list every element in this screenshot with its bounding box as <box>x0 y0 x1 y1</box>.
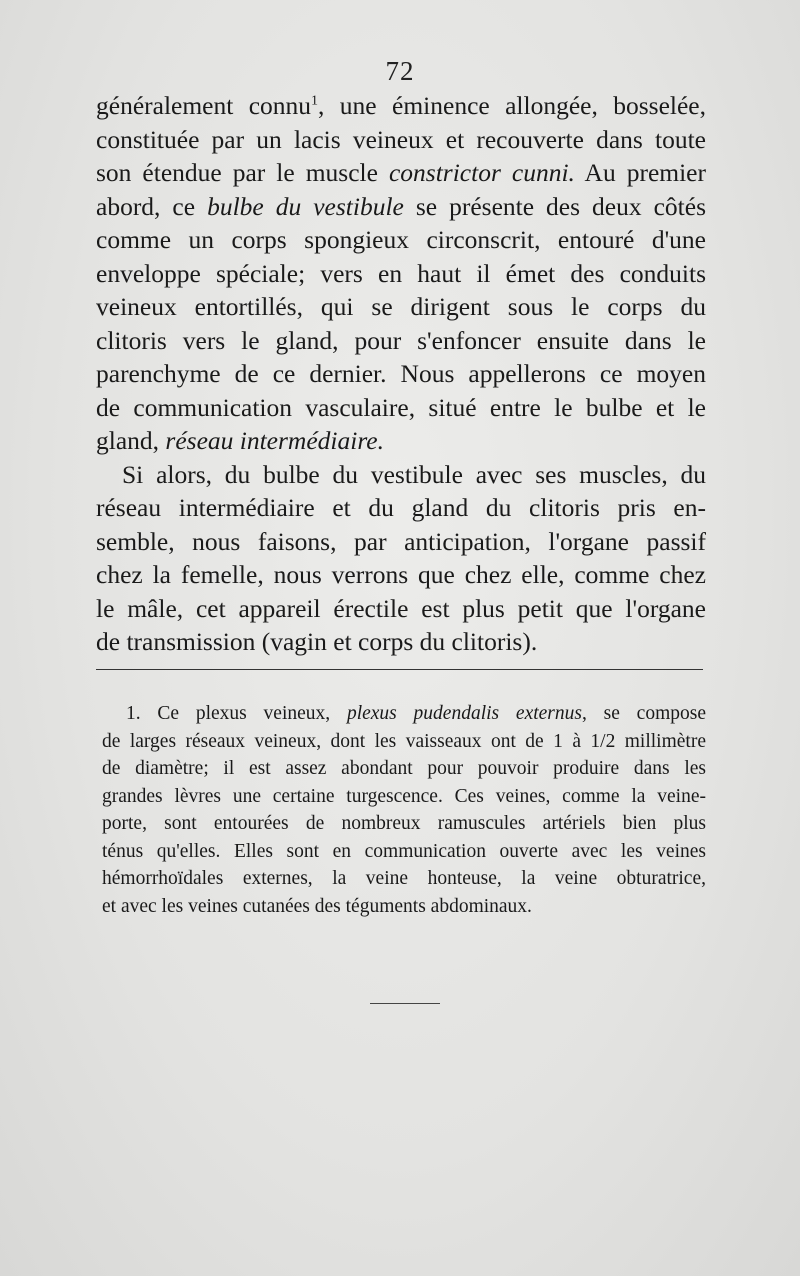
footnote-line <box>102 810 706 838</box>
text-run: se présente des deux côtés <box>403 191 706 221</box>
text-run: porte, sont entourées de nombreux ramuscules artériels bien plus <box>102 813 706 834</box>
text-run: grandes lèvres une certaine turgescence. Ces veines, comme la veine- <box>102 785 706 807</box>
text-run: clitoris vers le gland, pour s'enfoncer ensuite dans le <box>96 325 706 355</box>
text-run: chez la femelle, nous verrons que chez elle, comme chez <box>96 560 706 589</box>
body-line <box>96 290 706 324</box>
footnote-marker: 1 <box>311 93 319 109</box>
text-run: parenchyme de ce dernier. Nous appellerons ce moyen <box>96 359 706 388</box>
footnote-line <box>102 700 706 728</box>
footnote <box>102 700 706 920</box>
text-run: son étendue par le muscle <box>96 158 389 187</box>
text-run: comme un corps spongieux circonscrit, entouré d'une <box>96 225 706 254</box>
body-line <box>96 592 706 626</box>
text-run: ténus qu'elles. Elles sont en communication ouverte avec les veines <box>102 840 706 862</box>
text-run: de diamètre; il est assez abondant pour pouvoir produire dans les <box>102 758 706 779</box>
text-run: de larges réseaux veineux, dont les vaisseaux ont de 1 à 1/2 millimètre <box>102 730 706 752</box>
footnote-line <box>102 838 706 866</box>
body-line <box>96 625 706 659</box>
text-run: 1. Ce plexus veineux, <box>126 703 347 724</box>
text-run: de communication vasculaire, situé entre le bulbe et le <box>96 392 706 422</box>
body-line <box>96 525 706 559</box>
footnote-line <box>102 783 706 811</box>
footnote-line <box>102 893 706 921</box>
body-line <box>96 458 706 492</box>
body-line <box>96 391 706 425</box>
body-line <box>96 324 706 358</box>
text-run: de transmission (vagin et corps du clitoris). <box>96 627 538 656</box>
body-line <box>96 156 706 190</box>
footnote-line <box>102 755 706 783</box>
text-run: , se compose <box>581 703 706 724</box>
text-run: le mâle, cet appareil érectile est plus petit que l'organe <box>96 593 706 623</box>
text-run: veineux entortillés, qui se dirigent sous le corps du <box>96 292 706 321</box>
body-line <box>96 257 706 291</box>
body-line <box>96 424 706 458</box>
body-line <box>96 89 706 123</box>
italic-term: plexus pudendalis externus <box>346 703 582 724</box>
italic-term: constrictor cunni. <box>388 158 575 187</box>
body-line <box>96 357 706 391</box>
text-run: réseau intermédiaire et du gland du clitoris pris en- <box>96 493 706 522</box>
footnote-line <box>102 865 706 893</box>
text-run: enveloppe spéciale; vers en haut il émet des conduits <box>96 258 706 288</box>
text-run: constituée par un lacis veineux et recouverte dans toute <box>96 124 706 154</box>
text-run: hémorrhoïdales externes, la veine honteuse, la veine obturatrice, <box>102 868 706 889</box>
italic-term: réseau intermédiaire. <box>165 426 384 455</box>
body-line <box>96 491 706 525</box>
footnote-separator <box>96 669 703 670</box>
body-text <box>96 89 706 659</box>
body-line <box>96 558 706 592</box>
text-run: et avec les veines cutanées des téguments abdominaux. <box>102 895 532 917</box>
body-line <box>96 123 706 157</box>
end-rule <box>370 1003 440 1004</box>
text-run: Au premier <box>574 158 706 187</box>
page-number: 72 <box>385 56 415 86</box>
body-line <box>96 223 706 257</box>
footnote-line <box>102 728 706 756</box>
text-run: , une éminence allongée, bosselée, <box>318 91 706 120</box>
text-run: semble, nous faisons, par anticipation, l'organe passif <box>96 526 706 556</box>
text-run: abord, ce <box>96 191 208 221</box>
text-run: Si alors, du bulbe du vestibule avec ses muscles, du <box>122 459 706 489</box>
italic-term: bulbe du vestibule <box>207 191 404 221</box>
body-line <box>96 190 706 224</box>
text-run: gland, <box>96 426 166 455</box>
text-run: généralement connu <box>96 91 312 120</box>
